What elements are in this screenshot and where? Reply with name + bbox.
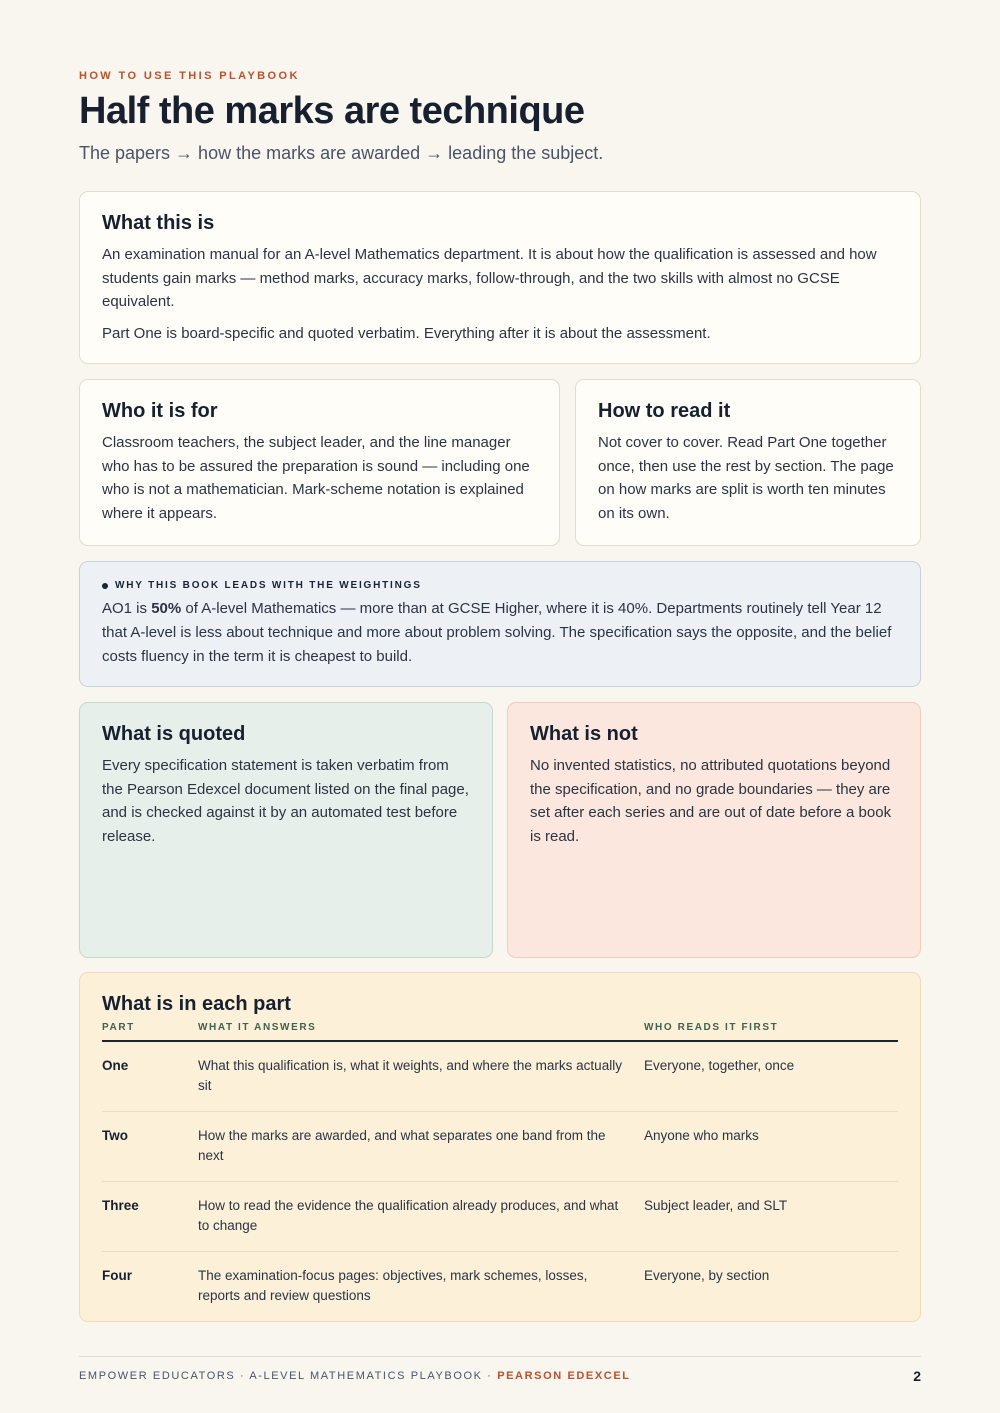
part-answers: How to read the evidence the qualification already produces, and what to change [198,1182,644,1252]
part-readers: Everyone, by section [644,1268,770,1283]
parts-heading: What is in each part [102,993,291,1015]
what-this-is-card [79,191,921,364]
footer-brand: PEARSON EDEXCEL [497,1370,631,1382]
callout-text [102,597,898,669]
page-subtitle: The papers → how the marks are awarded → leading the subject. [79,143,604,163]
footer-credit [79,1370,631,1382]
part-name: Four [102,1268,132,1283]
weightings-callout [79,561,921,687]
callout-text-start: AO1 is [102,600,152,617]
bullet-dot-icon [102,583,108,589]
callout-highlight: 50% [151,600,182,617]
eyebrow: HOW TO USE THIS PLAYBOOK [79,70,300,82]
page-header [79,70,921,164]
part-name: Three [102,1182,198,1252]
how-to-read-heading: How to read it [598,400,731,422]
column-header-answers: WHAT IT ANSWERS [198,1022,644,1041]
table-row [102,1182,898,1252]
parts-table-header-row [102,1022,898,1041]
table-row [102,1041,898,1112]
what-is-not-text: No invented statistics, no attributed quotations beyond the specification, and no grade boundaries — they are set after each series and are out of date before a book is read. [530,757,892,845]
part-answers: How the marks are awarded, and what separates one band from the next [198,1112,644,1182]
callout-label [102,580,898,591]
part-readers: Subject leader, and SLT [644,1182,898,1252]
table-row [102,1252,898,1322]
who-it-is-for-card [79,379,560,546]
what-this-is-heading: What this is [102,212,215,234]
what-is-quoted-card [79,702,493,958]
what-is-quoted-text: Every specification statement is taken verbatim from the Pearson Edexcel document listed on the final page, and is checked against it by an automated test before release. [102,757,469,845]
what-is-not-card [507,702,921,958]
part-answers: What this qualification is, what it weights, and where the marks actually sit [198,1041,644,1112]
what-this-is-paragraph-1: An examination manual for an A-level Mathematics department. It is about how the qualification is assessed and how students gain marks — method marks, accuracy marks, follow-through, and the two skills with almost no GCSE equivalent. [102,246,877,310]
part-readers: Anyone who marks [644,1112,898,1182]
column-header-readers: WHO READS IT FIRST [644,1022,898,1041]
column-header-part: PART [102,1022,198,1041]
parts-card [79,972,921,1322]
part-name: Two [102,1112,198,1182]
part-readers: Everyone, together, once [644,1041,898,1112]
part-answers: The examination-focus pages: objectives, mark schemes, losses, reports and review questions [198,1268,588,1303]
part-name: One [102,1041,198,1112]
parts-table [102,1022,898,1321]
table-row [102,1112,898,1182]
page-number: 2 [913,1368,921,1384]
what-this-is-paragraph-2: Part One is board-specific and quoted verbatim. Everything after it is about the assessment. [102,324,711,342]
how-to-read-text: Not cover to cover. Read Part One together once, then use the rest by section. The page on how marks are split is worth ten minutes on its own. [598,434,894,522]
how-to-read-card [575,379,921,546]
callout-label-text: WHY THIS BOOK LEADS WITH THE WEIGHTINGS [115,580,422,591]
what-is-not-heading: What is not [530,723,638,745]
footer-credit-text: EMPOWER EDUCATORS · A-LEVEL MATHEMATICS PLAYBOOK · [79,1370,498,1382]
who-it-is-for-heading: Who it is for [102,400,218,422]
what-is-quoted-heading: What is quoted [102,723,246,745]
page-footer [79,1356,921,1384]
who-it-is-for-text: Classroom teachers, the subject leader, and the line manager who has to be assured the preparation is sound — including one who is not a mathematician. Mark-scheme notation is explained where it appears. [102,434,530,522]
callout-text-end: of A-level Mathematics — more than at GCSE Higher, where it is 40%. Departments routinely tell Year 12 that A-level is less about technique and more about problem solving. The specification says the opposite, and the belief costs fluency in the term it is cheapest to build. [102,600,892,665]
page-title: Half the marks are technique [79,90,585,132]
